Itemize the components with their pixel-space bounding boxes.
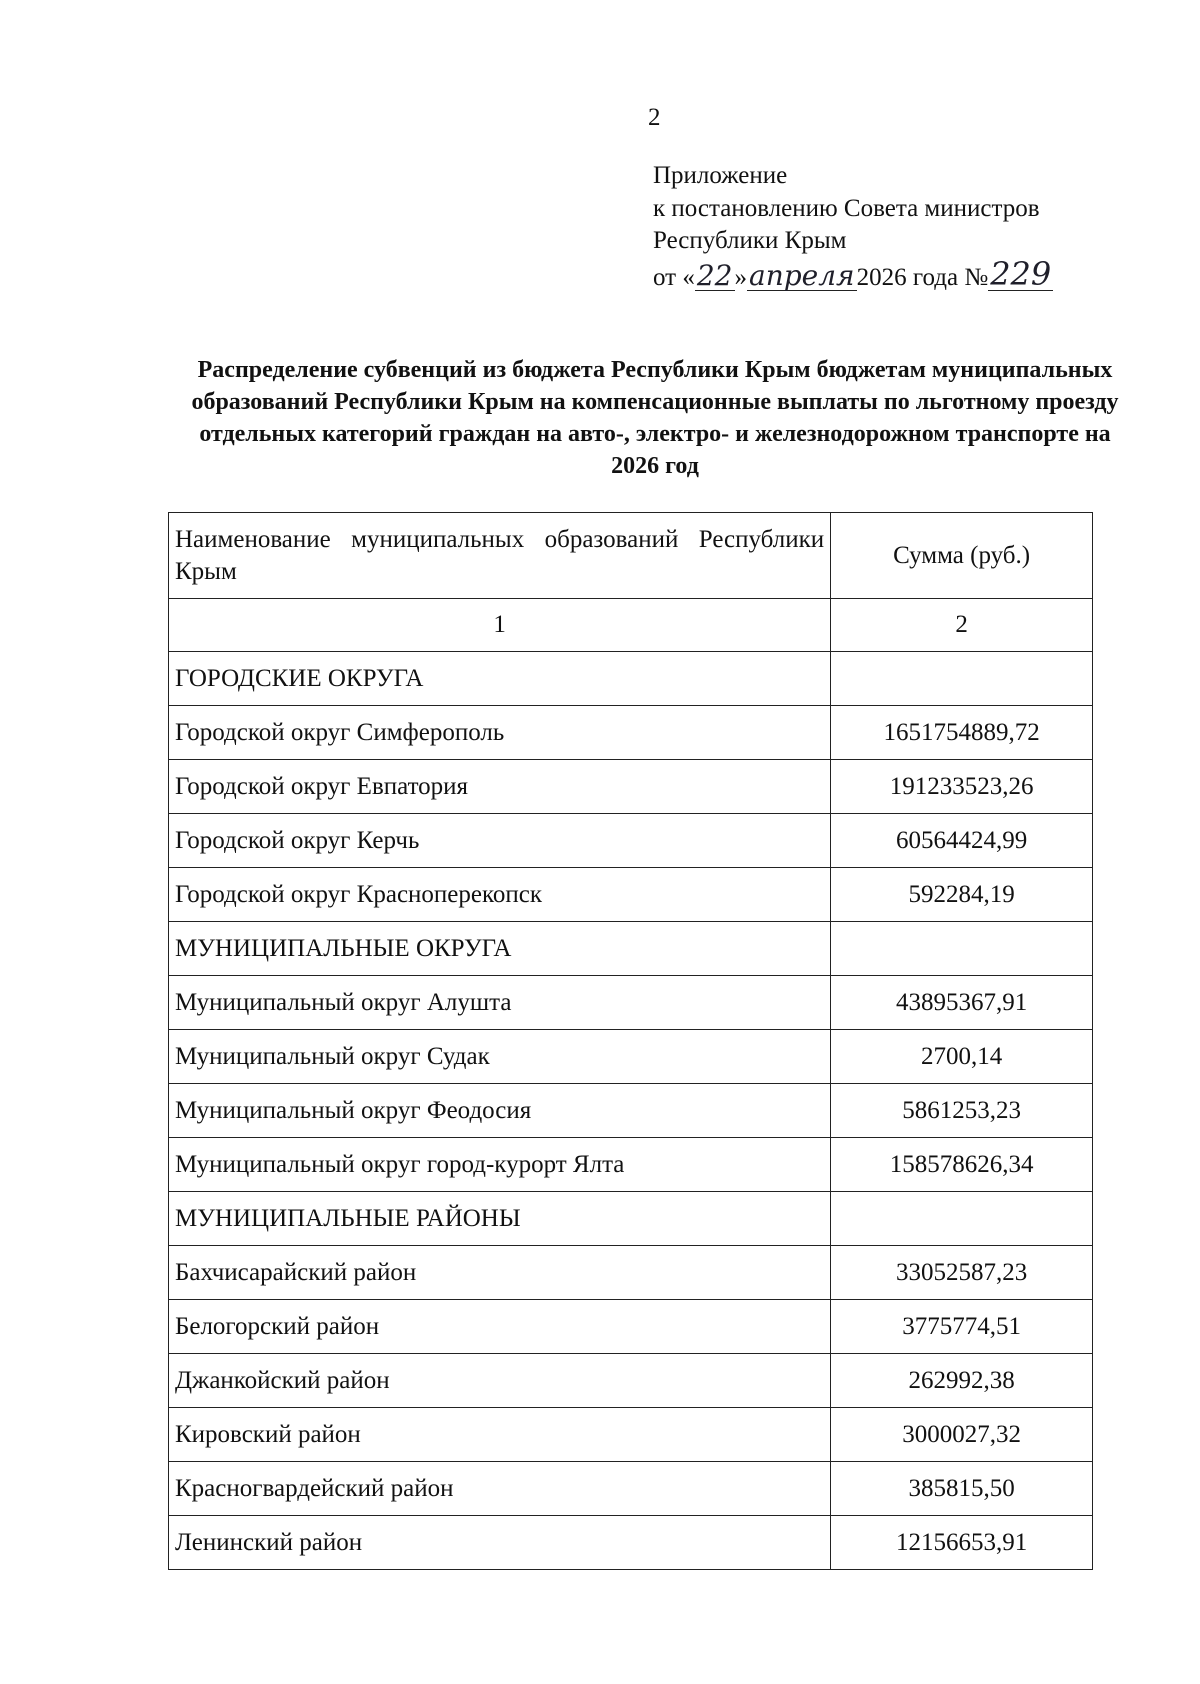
amount-value: 5861253,23 bbox=[831, 1084, 1093, 1138]
municipality-name: Белогорский район bbox=[169, 1300, 831, 1354]
municipality-name: Городской округ Керчь bbox=[169, 814, 831, 868]
handwritten-day: 22 bbox=[696, 258, 733, 292]
section-empty-cell bbox=[831, 922, 1093, 976]
table-row bbox=[169, 1246, 1093, 1300]
amount-value: 191233523,26 bbox=[831, 760, 1093, 814]
appendix-block bbox=[653, 160, 1053, 294]
amount-value: 592284,19 bbox=[831, 868, 1093, 922]
municipality-name: Муниципальный округ город-курорт Ялта bbox=[169, 1138, 831, 1192]
table-row bbox=[169, 706, 1093, 760]
section-empty-cell bbox=[831, 652, 1093, 706]
table-row bbox=[169, 868, 1093, 922]
amount-value: 262992,38 bbox=[831, 1354, 1093, 1408]
table-row bbox=[169, 1354, 1093, 1408]
amount-value: 12156653,91 bbox=[831, 1516, 1093, 1570]
amount-value: 43895367,91 bbox=[831, 976, 1093, 1030]
section-row bbox=[169, 1192, 1093, 1246]
section-empty-cell bbox=[831, 1192, 1093, 1246]
appendix-date-line bbox=[653, 254, 1053, 295]
amount-value: 60564424,99 bbox=[831, 814, 1093, 868]
municipality-name: Ленинский район bbox=[169, 1516, 831, 1570]
subvention-table bbox=[168, 512, 1093, 1570]
municipality-name: Муниципальный округ Феодосия bbox=[169, 1084, 831, 1138]
municipality-name: Городской округ Красноперекопск bbox=[169, 868, 831, 922]
header-name-cell: Наименование муниципальных образований Республики Крым bbox=[169, 513, 831, 599]
handwritten-doc-number: 229 bbox=[990, 254, 1052, 293]
amount-value: 33052587,23 bbox=[831, 1246, 1093, 1300]
amount-value: 2700,14 bbox=[831, 1030, 1093, 1084]
amount-value: 3775774,51 bbox=[831, 1300, 1093, 1354]
table-row bbox=[169, 760, 1093, 814]
date-prefix: от « bbox=[653, 263, 695, 291]
table-row bbox=[169, 1300, 1093, 1354]
table-row bbox=[169, 1084, 1093, 1138]
amount-value: 158578626,34 bbox=[831, 1138, 1093, 1192]
table-row bbox=[169, 814, 1093, 868]
municipality-name: Муниципальный округ Судак bbox=[169, 1030, 831, 1084]
table-row bbox=[169, 1462, 1093, 1516]
handwritten-month: апреля bbox=[749, 258, 855, 292]
appendix-republic-line: Республики Крым bbox=[653, 227, 847, 254]
amount-value: 385815,50 bbox=[831, 1462, 1093, 1516]
date-year-text: 2026 года № bbox=[856, 263, 989, 291]
table-header-row bbox=[169, 513, 1093, 599]
page-number: 2 bbox=[648, 104, 661, 131]
section-title: ГОРОДСКИЕ ОКРУГА bbox=[169, 652, 831, 706]
municipality-name: Бахчисарайский район bbox=[169, 1246, 831, 1300]
column-number-2: 2 bbox=[831, 599, 1093, 652]
amount-value: 3000027,32 bbox=[831, 1408, 1093, 1462]
municipality-name: Красногвардейский район bbox=[169, 1462, 831, 1516]
municipality-name: Городской округ Симферополь bbox=[169, 706, 831, 760]
column-number-1: 1 bbox=[169, 599, 831, 652]
section-row bbox=[169, 652, 1093, 706]
section-row bbox=[169, 922, 1093, 976]
municipality-name: Кировский район bbox=[169, 1408, 831, 1462]
table-row bbox=[169, 1030, 1093, 1084]
appendix-title: Приложение bbox=[653, 162, 788, 189]
document-heading: Распределение субвенций из бюджета Республики Крым бюджетам муниципальных образований Республики Крым на компенсационные выплаты по льготному проезду отдельных категорий граждан на авто-, электро- и железнодорожном транспорте на 2026 год bbox=[191, 357, 1119, 479]
table-row bbox=[169, 1138, 1093, 1192]
municipality-name: Джанкойский район bbox=[169, 1354, 831, 1408]
section-title: МУНИЦИПАЛЬНЫЕ РАЙОНЫ bbox=[169, 1192, 831, 1246]
table-row bbox=[169, 1516, 1093, 1570]
table-row bbox=[169, 976, 1093, 1030]
appendix-resolution-line: к постановлению Совета министров bbox=[653, 194, 1040, 222]
municipality-name: Городской округ Евпатория bbox=[169, 760, 831, 814]
column-number-row bbox=[169, 599, 1093, 652]
table-row bbox=[169, 1408, 1093, 1462]
section-title: МУНИЦИПАЛЬНЫЕ ОКРУГА bbox=[169, 922, 831, 976]
amount-value: 1651754889,72 bbox=[831, 706, 1093, 760]
header-sum-cell: Сумма (руб.) bbox=[831, 513, 1093, 599]
date-quote-close: » bbox=[734, 263, 747, 291]
municipality-name: Муниципальный округ Алушта bbox=[169, 976, 831, 1030]
